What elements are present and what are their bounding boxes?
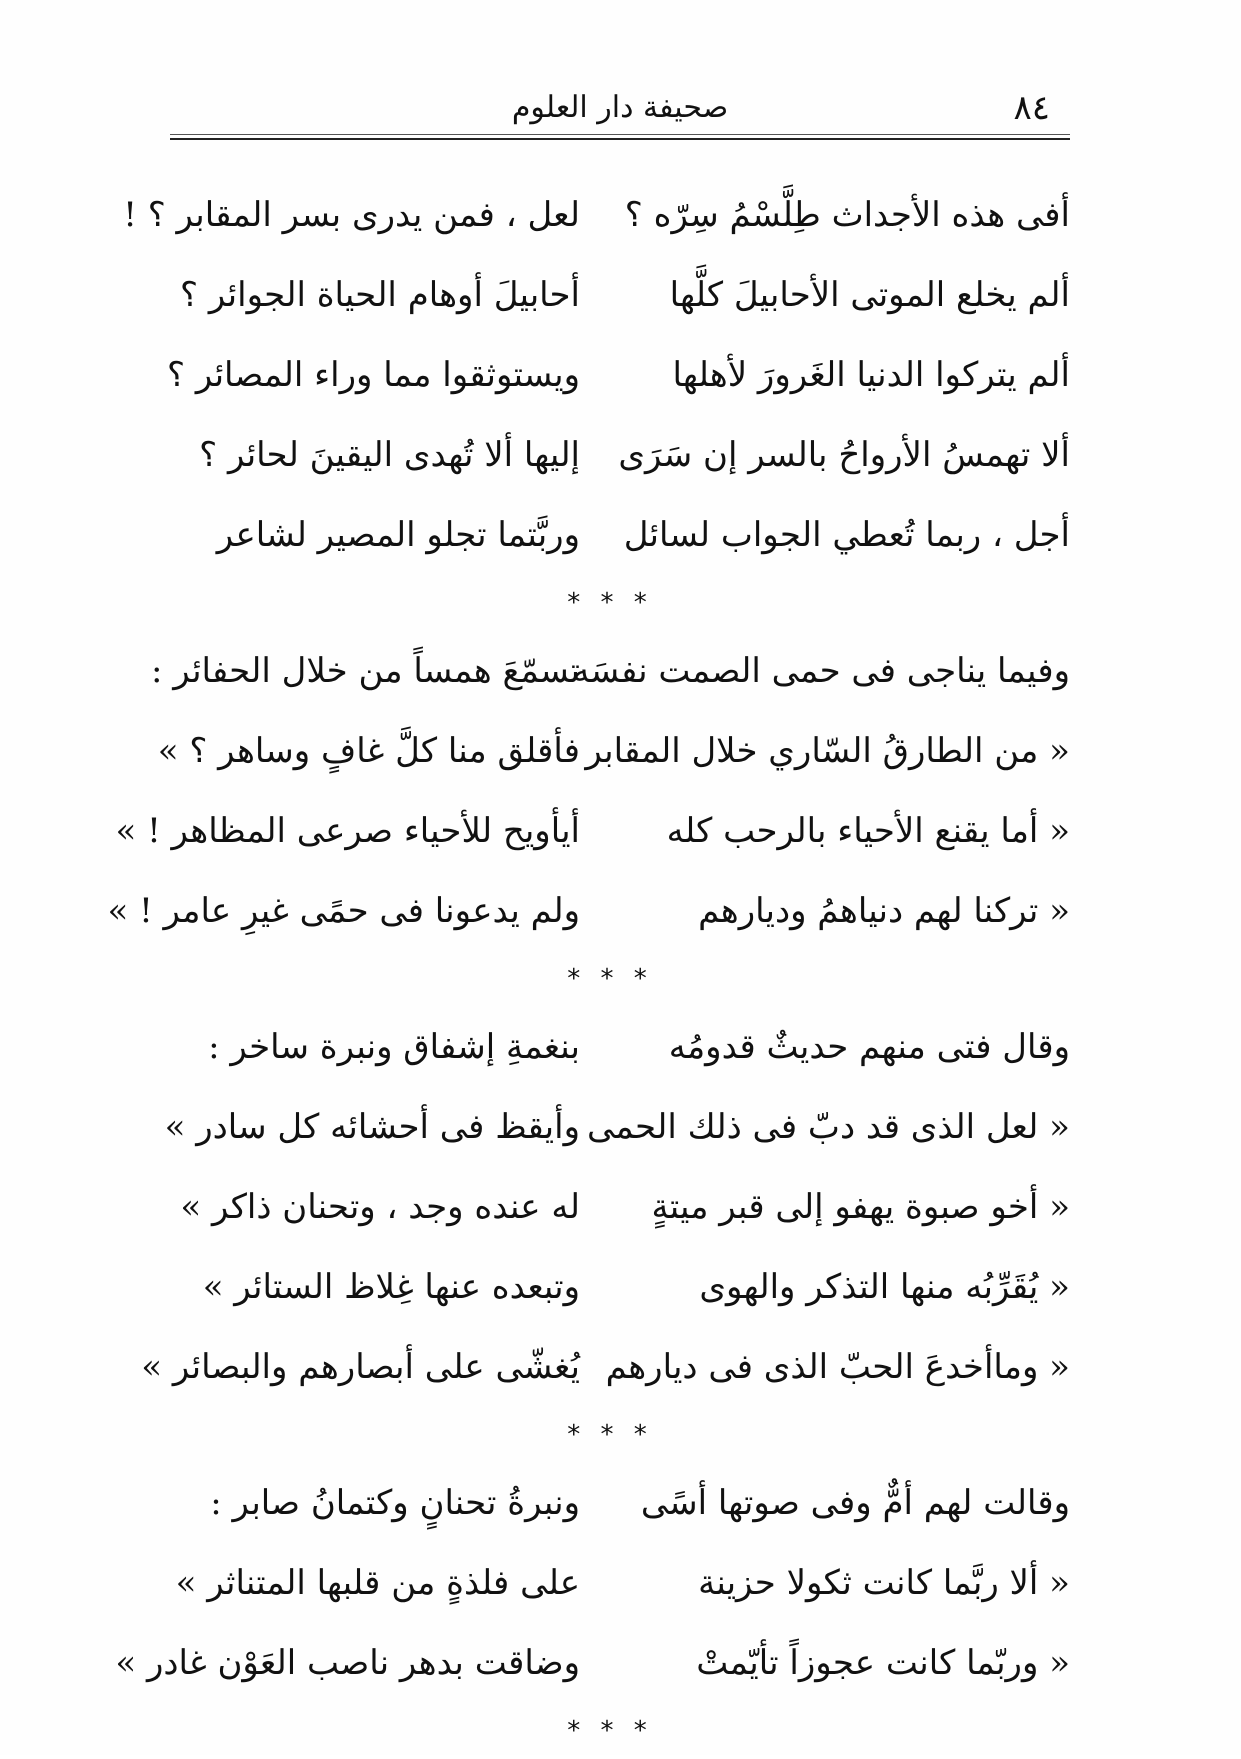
first-hemistich: « أما يقنع الأحياء بالرحب كله	[666, 811, 1070, 851]
verse	[150, 415, 1070, 495]
first-hemistich: « وربّما كانت عجوزاً تأيّمتْ	[696, 1643, 1070, 1683]
verse	[150, 1087, 1070, 1167]
second-hemistich: أحابيلَ أوهام الحياة الجوائر ؟	[180, 275, 580, 315]
first-hemistich: ألم يخلع الموتى الأحابيلَ كلَّها	[669, 275, 1070, 315]
first-hemistich: أفى هذه الأجداث طِلَّسْمُ سِرّه ؟	[624, 195, 1070, 235]
verse	[150, 495, 1070, 575]
second-hemistich: وضاقت بدهر ناصب العَوْن غادر »	[115, 1643, 580, 1683]
first-hemistich: « لعل الذى قد دبّ فى ذلك الحمى	[587, 1107, 1070, 1147]
verse	[150, 1463, 1070, 1543]
first-hemistich: « يُقَرِّبُه منها التذكر والهوى	[699, 1267, 1070, 1307]
second-hemistich: تسمّعَ همساً من خلال الحفائر :	[151, 651, 580, 691]
verse	[115, 1623, 1070, 1703]
verse	[150, 335, 1070, 415]
first-hemistich: وقالت لهم أمٌّ وفى صوتها أسًى	[640, 1483, 1070, 1523]
stanza-1	[123, 175, 1070, 575]
second-hemistich: أيأويح للأحياء صرعى المظاهر ! »	[115, 811, 580, 851]
verse	[150, 1007, 1070, 1087]
stanza-divider: * * *	[567, 1420, 653, 1450]
stanza-4	[115, 1463, 1070, 1703]
second-hemistich: بنغمةِ إشفاق ونبرة ساخر :	[208, 1027, 580, 1067]
first-hemistich: ألم يتركوا الدنيا الغَرورَ لأهلها	[672, 355, 1070, 395]
second-hemistich: وأيقظ فى أحشائه كل سادر »	[164, 1107, 580, 1147]
running-header	[170, 80, 1070, 140]
verse	[150, 711, 1070, 791]
stanza-divider: * * *	[567, 1716, 653, 1746]
first-hemistich: « وماأخدعَ الحبّ الذى فى ديارهم	[605, 1347, 1070, 1387]
verse	[115, 791, 1070, 871]
verse	[123, 175, 1070, 255]
stanza-3	[141, 1007, 1070, 1407]
stanza-divider: * * *	[567, 964, 653, 994]
first-hemistich: « ألا ربَّما كانت ثكولا حزينة	[698, 1563, 1070, 1603]
first-hemistich: أجل ، ربما تُعطي الجواب لسائل	[623, 515, 1070, 555]
second-hemistich: له عنده وجد ، وتحنان ذاكر »	[180, 1187, 580, 1227]
second-hemistich: فأقلق منا كلَّ غافٍ وساهر ؟ »	[157, 731, 580, 771]
first-hemistich: وقال فتى منهم حديثٌ قدومُه	[668, 1027, 1070, 1067]
first-hemistich: « تركنا لهم دنياهمُ وديارهم	[698, 891, 1070, 931]
second-hemistich: إليها ألا تُهدى اليقينَ لحائر ؟	[199, 435, 580, 475]
first-hemistich: وفيما يناجى فى حمى الصمت نفسَه	[572, 651, 1070, 691]
page-number: ٨٤	[1013, 88, 1050, 128]
verse	[150, 255, 1070, 335]
second-hemistich: وربَّتما تجلو المصير لشاعر	[216, 515, 580, 555]
second-hemistich: ولم يدعونا فى حمًى غيرِ عامر ! »	[107, 891, 580, 931]
second-hemistich: لعل ، فمن يدرى بسر المقابر ؟ !	[123, 195, 580, 235]
verse	[150, 631, 1070, 711]
poem	[107, 175, 1070, 1759]
stanza-2	[107, 631, 1070, 951]
verse	[150, 1543, 1070, 1623]
verse	[141, 1327, 1070, 1407]
journal-title: صحيفة دار العلوم	[511, 90, 729, 125]
first-hemistich: « من الطارقُ السّاري خلال المقابر	[585, 731, 1070, 771]
first-hemistich: ألا تهمسُ الأرواحُ بالسر إن سَرَى	[618, 435, 1070, 475]
header-rule	[170, 138, 1070, 140]
second-hemistich: على فلذةٍ من قلبها المتناثر »	[175, 1563, 580, 1603]
verse	[107, 871, 1070, 951]
stanza-divider: * * *	[567, 588, 653, 618]
verse	[150, 1247, 1070, 1327]
second-hemistich: ونبرةُ تحنانٍ وكتمانُ صابر :	[210, 1483, 580, 1523]
second-hemistich: ويستوثقوا مما وراء المصائر ؟	[166, 355, 580, 395]
first-hemistich: « أخو صبوة يهفو إلى قبر ميتةٍ	[651, 1187, 1070, 1227]
second-hemistich: يُغشّى على أبصارهم والبصائر »	[141, 1347, 580, 1387]
second-hemistich: وتبعده عنها غِلاظ الستائر »	[202, 1267, 580, 1307]
verse	[150, 1167, 1070, 1247]
